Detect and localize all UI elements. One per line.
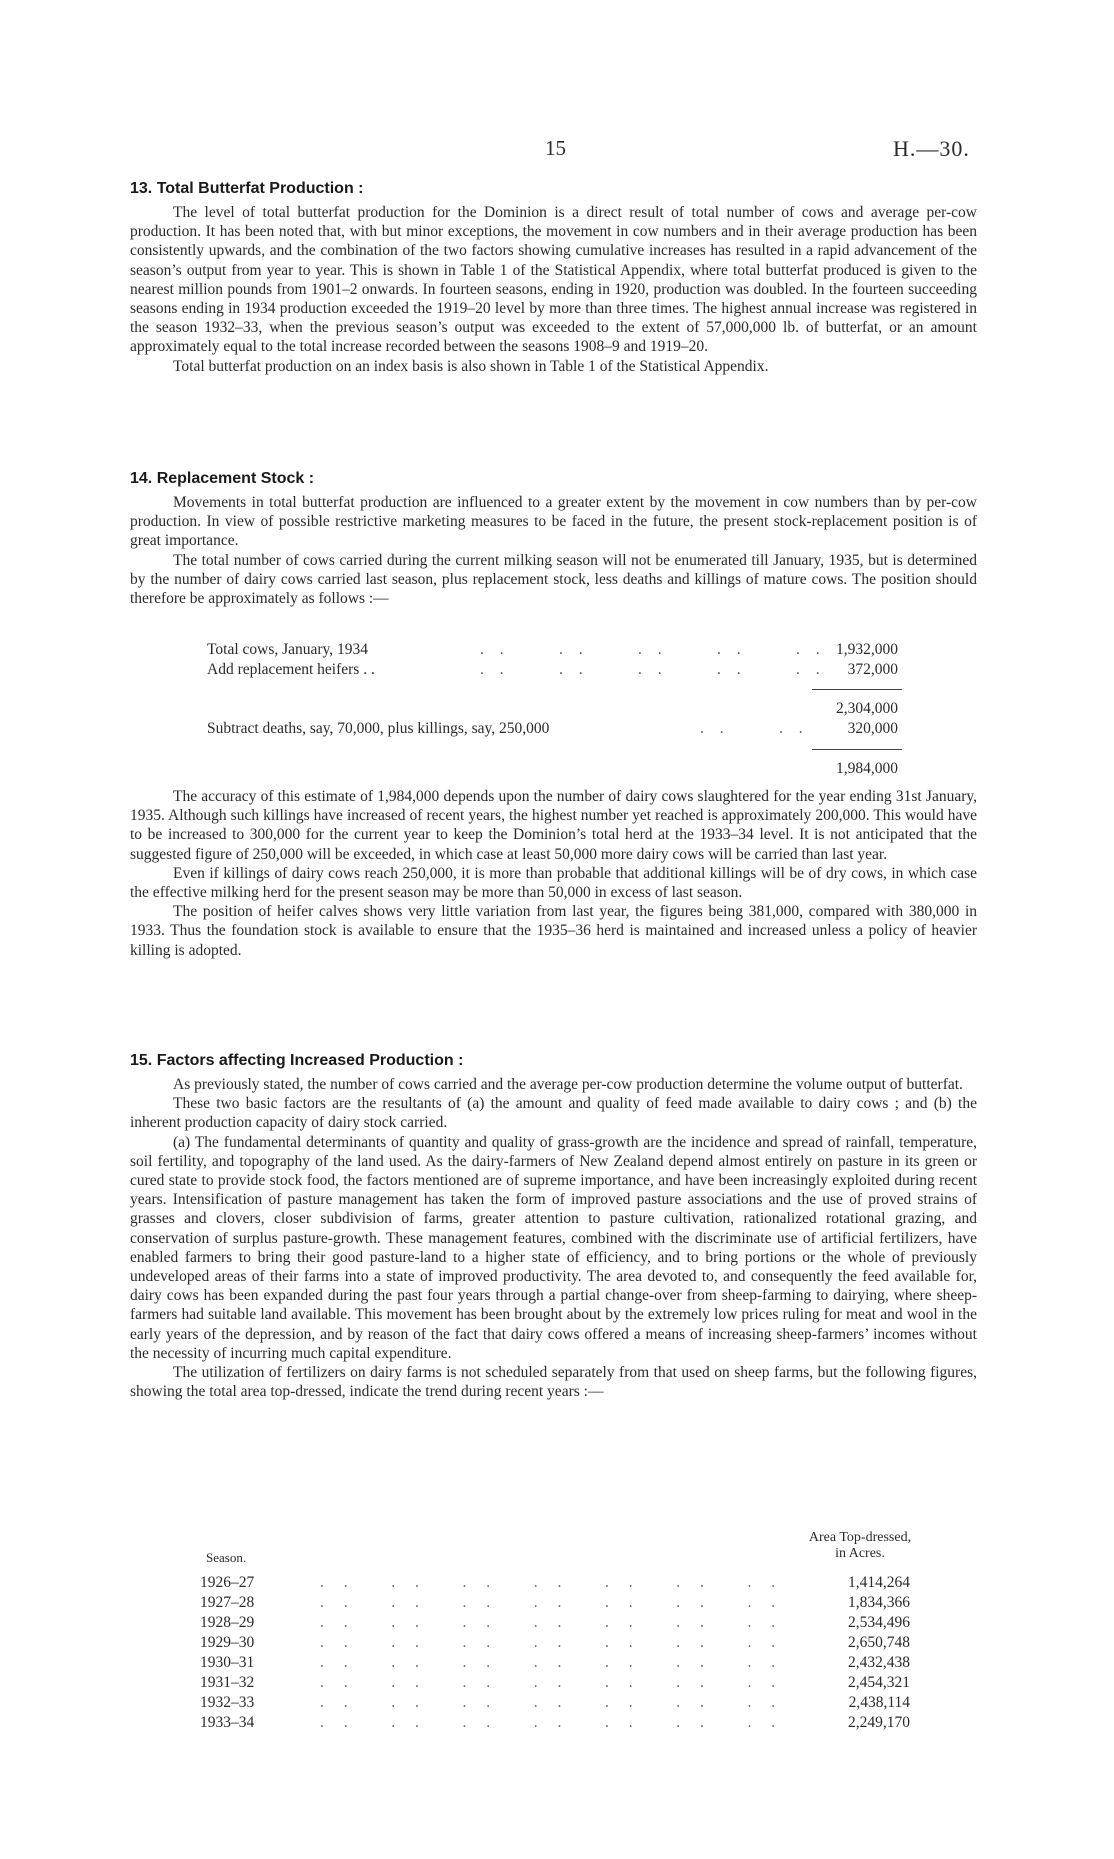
season-cell: 1927–28 [200,1594,255,1611]
sum-rule [812,689,902,690]
section-14 [130,470,977,608]
area-cell: 2,438,114 [848,1694,910,1711]
sum-rule [812,749,902,750]
calc-label: Total cows, January, 1934 [207,641,369,658]
area-cell: 2,432,438 [848,1654,910,1671]
calc-value: 320,000 [847,720,898,737]
leader-dots: . . . . [700,720,809,737]
column-header-area-line2: in Acres. [835,1546,885,1561]
season-cell: 1930–31 [200,1654,255,1671]
table-row [200,1674,920,1692]
page-number: 15 [545,136,566,160]
season-cell: 1928–29 [200,1614,255,1631]
leader-dots: . . . . . . . . . . . . . . [320,1694,784,1711]
area-cell: 2,249,170 [848,1714,910,1731]
leader-dots: . . . . . . . . . . [480,641,826,658]
area-cell: 2,454,321 [848,1674,910,1691]
leader-dots: . . . . . . . . . . . . . . [320,1614,784,1631]
leader-dots: . . . . . . . . . . . . . . [320,1594,784,1611]
leader-dots: . . . . . . . . . . [480,661,826,678]
season-cell: 1926–27 [200,1574,255,1591]
calc-value: 1,932,000 [836,641,898,658]
section-14-continued [130,787,977,960]
calc-label: Subtract deaths, say, 70,000, plus killings, say, 250,000 [207,720,550,737]
paragraph: The position of heifer calves shows very little variation from last year, the figures being 381,000, compared with 380,000 in 1933. Thus the foundation stock is available to ensure that the 1935–36 herd is maintained and increased unless a policy of heavier killing is adopted. [130,903,977,959]
column-header-season: Season. [206,1550,247,1565]
season-cell: 1929–30 [200,1634,255,1651]
table-row [200,1694,920,1712]
table-row [200,1714,920,1732]
table-row [200,1654,920,1672]
table-row [200,1594,920,1612]
section-heading: 13. Total Butterfat Production : [130,180,364,197]
calc-subtotal: 2,304,000 [836,700,898,717]
paragraph: The level of total butterfat production for the Dominion is a direct result of total number of cows and average per-cow production. It has been noted that, with but minor exceptions, the movement in cow numbers and in their average production has been consistently upwards, and the combination of the two factors showing cumulative increases has resulted in a rapid advancement of the season’s output from year to year. This is shown in Table 1 of the Statistical Appendix, where total butterfat produced is given to the nearest million pounds from 1901–2 onwards. In fourteen seasons, ending in 1920, production was doubled. In the fourteen succeeding seasons ending in 1934 production exceeded the 1919–20 level by more than three times. The highest annual increase was registered in the season 1932–33, when the previous season’s output was exceeded to the extent of 57,000,000 lb. of butterfat, or an amount approximately equal to the total increase recorded between the seasons 1908–9 and 1919–20. [130,204,977,356]
paragraph: As previously stated, the number of cows carried and the average per-cow production determine the volume output of butterfat. [173,1076,963,1093]
season-cell: 1933–34 [200,1714,255,1731]
leader-dots: . . . . . . . . . . . . . . [320,1674,784,1691]
season-cell: 1932–33 [200,1694,255,1711]
area-cell: 2,650,748 [848,1634,910,1651]
season-cell: 1931–32 [200,1674,255,1691]
paragraph: Even if killings of dairy cows reach 250,000, it is more than probable that additional killings will be of dry cows, in which case the effective milking herd for the present season may be more than 50,000 in excess of last season. [130,864,977,902]
paragraph: These two basic factors are the resultants of (a) the amount and quality of feed made available to dairy cows ; and (b) the inherent production capacity of dairy stock carried. [130,1095,977,1132]
leader-dots: . . . . . . . . . . . . . . [320,1654,784,1671]
calc-total: 1,984,000 [836,760,898,777]
paragraph: (a) The fundamental determinants of quantity and quality of grass-growth are the incidence and spread of rainfall, temperature, soil fertility, and topography of the land used. As the dairy-farmers of New Zealand depend almost entirely on pasture in its green or cured state to provide stock food, the factors mentioned are of supreme importance, and have been increasingly exploited during recent years. Intensification of pasture management has taken the form of improved pasture associations and the use of proved strains of grasses and clovers, closer subdivision of farms, greater attention to pasture cultivation, rationalized rotational grazing, and conservation of surplus pasture-growth. These management features, combined with the discriminate use of artificial fertilizers, have enabled farmers to bring their good pasture-land to a higher state of efficiency, and to bring portions or the whole of previously undeveloped areas of their farms into a state of improved productivity. The area devoted to, and consequently the feed available for, dairy cows has been expanded during the past four years through a partial change-over from sheep-farming to dairying, where sheep-farmers had suitable land available. This movement has been brought about by the extremely low prices ruling for meat and wool in the early years of the depression, and by reason of the fact that dairy cows offered a means of increasing sheep-farmers’ incomes without the necessity of incurring much capital expenditure. [130,1133,977,1362]
paragraph: The total number of cows carried during the current milking season will not be enumerated till January, 1935, but is determined by the number of dairy cows carried last season, plus replacement stock, less deaths and killings of mature cows. The position should therefore be approximately as follows :— [130,551,977,608]
paragraph: Total butterfat production on an index basis is also shown in Table 1 of the Statistical Appendix. [173,357,769,375]
table-row [200,1574,920,1592]
area-cell: 2,534,496 [848,1614,910,1631]
leader-dots: . . . . . . . . . . . . . . [320,1634,784,1651]
table-row [200,1634,920,1652]
paragraph: The utilization of fertilizers on dairy farms is not scheduled separately from that used on sheep farms, but the following figures, showing the total area top-dressed, indicate the trend during recent years :— [130,1364,977,1401]
table-row [200,1614,920,1632]
area-cell: 1,414,264 [848,1574,910,1591]
calc-value: 372,000 [847,661,898,678]
column-header-area [780,1530,940,1562]
document-reference: H.—30. [893,136,970,161]
leader-dots: . . . . . . . . . . . . . . [320,1714,784,1731]
section-15 [130,1052,977,1401]
paragraph: Movements in total butterfat production are influenced to a greater extent by the movement in cow numbers than by per-cow production. In view of possible restrictive marketing measures to be faced in the future, the present stock-replacement position is of great importance. [130,494,977,550]
section-13 [130,180,977,376]
section-heading: 14. Replacement Stock : [130,470,315,487]
leader-dots: . . . . . . . . . . . . . . [320,1574,784,1591]
calc-label: Add replacement heifers . . [207,661,375,678]
paragraph: The accuracy of this estimate of 1,984,000 depends upon the number of dairy cows slaughtered for the year ending 31st January, 1935. Although such killings have increased of recent years, the highest number yet reached is approximately 200,000. This would have to be increased to 300,000 for the current year to keep the Dominion’s total herd at the 1933–34 level. It is not anticipated that the suggested figure of 250,000 will be exceeded, in which case at least 50,000 more dairy cows will be carried than last year. [130,788,977,863]
area-cell: 1,834,366 [848,1594,910,1611]
column-header-area-line1: Area Top-dressed, [808,1530,912,1545]
section-heading: 15. Factors affecting Increased Production : [130,1052,464,1069]
